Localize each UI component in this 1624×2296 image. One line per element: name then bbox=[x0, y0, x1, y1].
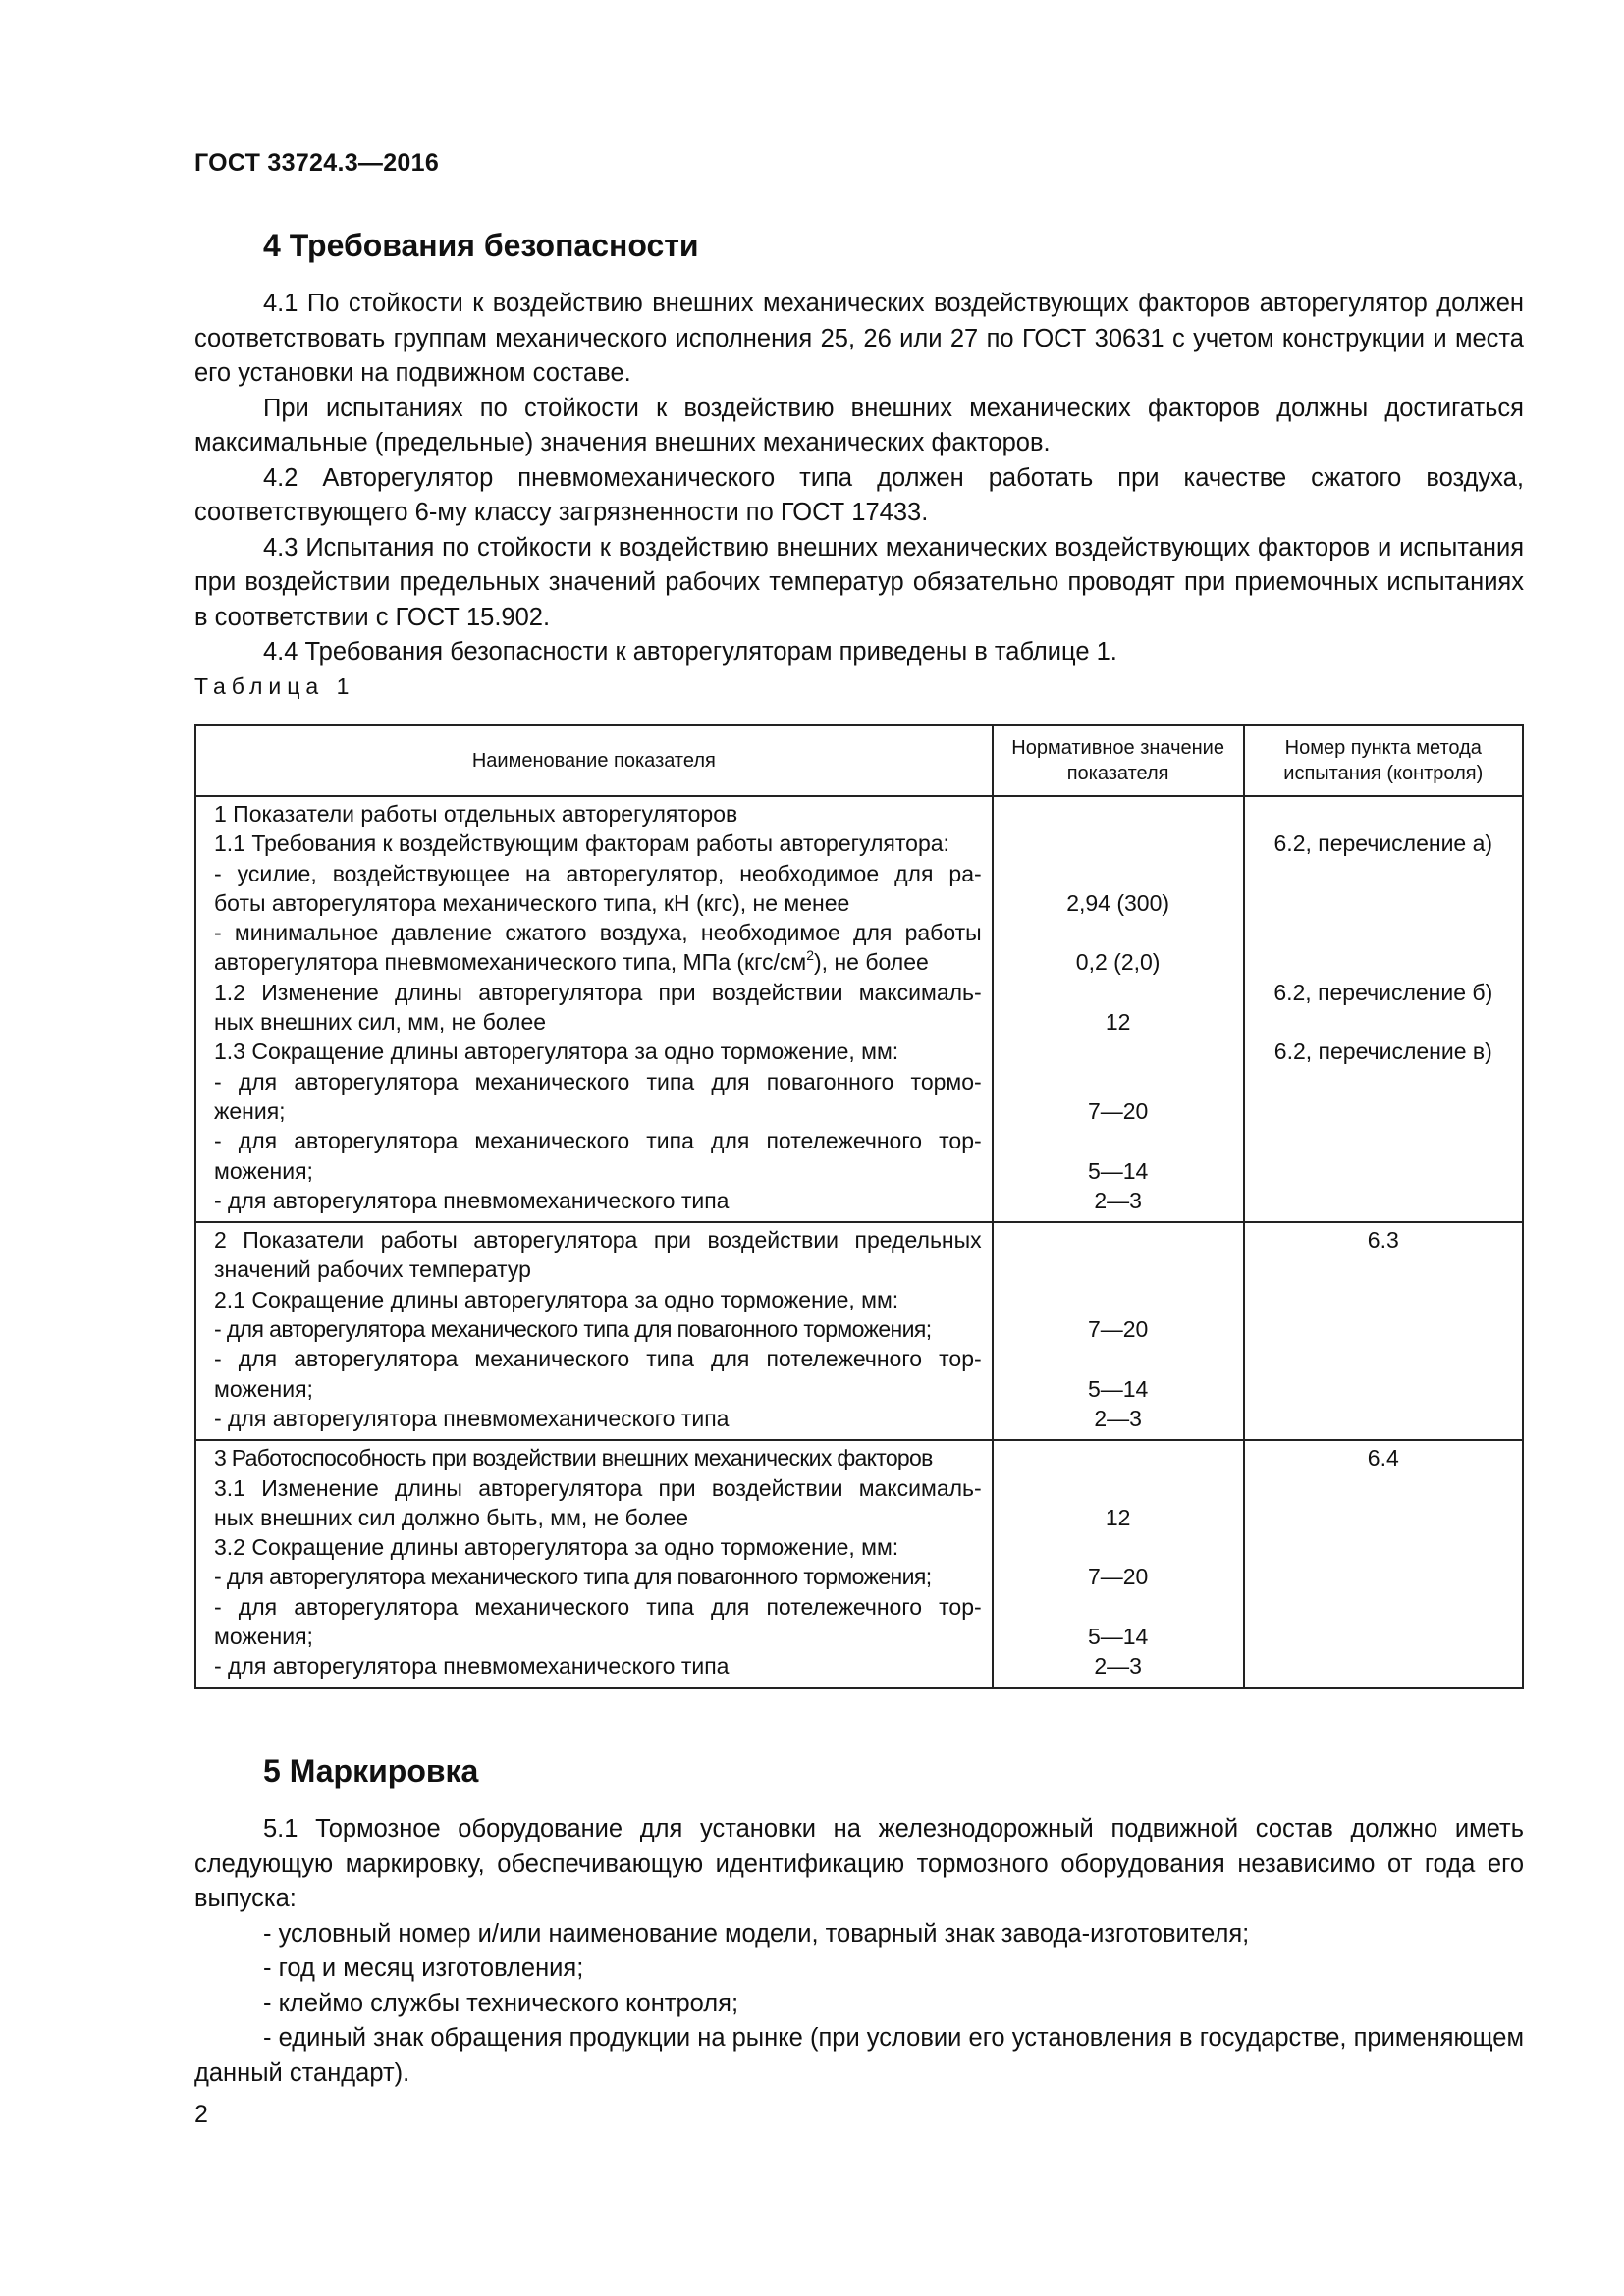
value-line: 5—14 bbox=[1087, 1624, 1149, 1650]
method-line bbox=[1245, 1503, 1522, 1532]
text-line bbox=[214, 947, 982, 977]
text-line: - усилие, воздействующее на авторегулятор, необходимое для ра- bbox=[214, 860, 982, 886]
method-line: 6.2, перечисление б) bbox=[1273, 979, 1493, 1005]
value-line bbox=[994, 1037, 1243, 1066]
value-line bbox=[994, 1532, 1243, 1562]
method-line bbox=[1245, 1285, 1522, 1314]
value-line: 7—20 bbox=[1087, 1564, 1149, 1590]
text-line: 3 Работоспособность при воздействии внешних механических факторов bbox=[214, 1445, 933, 1471]
text-line-main: авторегулятора пневмомеханического типа, МПа (кгс/см bbox=[214, 949, 807, 976]
table-row bbox=[195, 1440, 1523, 1687]
method-line bbox=[1245, 1473, 1522, 1503]
column-header-method-text: Номер пункта метода испытания (контроля) bbox=[1283, 737, 1484, 784]
column-header-value-text: Нормативное значение показателя bbox=[1011, 737, 1224, 784]
method-line bbox=[1245, 1651, 1522, 1681]
text-line: 3.2 Сокращение длины авторегулятора за одно торможение, мм: bbox=[214, 1534, 899, 1561]
method-line bbox=[1245, 1532, 1522, 1562]
method-line bbox=[1245, 1592, 1522, 1622]
text-line: - минимальное давление сжатого воздуха, необходимое для работы bbox=[214, 920, 982, 946]
marking-item: - условный номер и/или наименование модели, товарный знак завода-изготовителя; bbox=[263, 1919, 1250, 1948]
text-line: - для авторегулятора пневмомеханического типа bbox=[214, 1187, 730, 1213]
paragraph-5-1: 5.1 Тормозное оборудование для установки на железнодорожный подвижной состав должно иметь следующую маркировку, обеспечивающую идентификацию тормозного оборудования независимо от года его выпуска: bbox=[194, 1815, 1524, 1912]
text-line: боты авторегулятора механического типа, кН (кгс), не менее bbox=[214, 889, 850, 916]
indicator-cell bbox=[195, 796, 993, 1222]
table-row bbox=[195, 796, 1523, 1222]
text-line-suffix: ), не более bbox=[814, 949, 929, 976]
paragraph-4-3: 4.3 Испытания по стойкости к воздействию внешних механических воздействующих факторов и испытания при воздействии предельных значений рабочих температур обязательно проводят при приемочных испытаниях в соответствии с ГОСТ 15.902. bbox=[194, 533, 1524, 631]
text-line: 1 Показатели работы отдельных авторегуляторов bbox=[214, 801, 738, 827]
table-header-row bbox=[195, 725, 1523, 796]
method-line bbox=[1245, 1186, 1522, 1215]
text-line: ных внешних сил должно быть, мм, не более bbox=[214, 1504, 689, 1530]
value-line bbox=[994, 1592, 1243, 1622]
value-line: 2—3 bbox=[1094, 1187, 1142, 1213]
text-line: - для авторегулятора механического типа для потележечного тор- bbox=[214, 1128, 982, 1154]
column-header-method bbox=[1244, 725, 1523, 796]
value-line: 7—20 bbox=[1087, 1316, 1149, 1343]
value-line bbox=[994, 1473, 1243, 1503]
table-caption: Таблица 1 bbox=[194, 673, 355, 699]
value-line bbox=[994, 1255, 1243, 1284]
value-line: 2—3 bbox=[1094, 1405, 1142, 1431]
method-line bbox=[1245, 947, 1522, 977]
section-4-body bbox=[194, 287, 1524, 670]
value-line bbox=[994, 1344, 1243, 1373]
text-line: 1.1 Требования к воздействующим факторам работы авторегулятора: bbox=[214, 830, 949, 857]
method-line: 6.3 bbox=[1367, 1227, 1399, 1254]
paragraph-4-4: 4.4 Требования безопасности к авторегуляторам приведены в таблице 1. bbox=[263, 638, 1117, 666]
text-line: жения; bbox=[214, 1097, 286, 1124]
value-line bbox=[994, 1225, 1243, 1255]
text-line: 1.3 Сокращение длины авторегулятора за одно торможение, мм: bbox=[214, 1039, 899, 1065]
method-cell bbox=[1244, 1222, 1523, 1440]
method-line: 6.2, перечисление а) bbox=[1273, 830, 1493, 857]
paragraph-4-1: 4.1 По стойкости к воздействию внешних механических воздействующих факторов авторегулятор должен соответствовать группам механического исполнения 25, 26 или 27 по ГОСТ 30631 с учетом конструкции и места его установки на подвижном составе. bbox=[194, 290, 1524, 387]
method-line bbox=[1245, 918, 1522, 947]
indicator-cell bbox=[195, 1222, 993, 1440]
value-cell bbox=[993, 1440, 1244, 1687]
value-cell bbox=[993, 796, 1244, 1222]
text-line: ных внешних сил, мм, не более bbox=[214, 1009, 547, 1036]
value-line: 2—3 bbox=[1094, 1653, 1142, 1680]
method-line bbox=[1245, 1344, 1522, 1373]
value-line bbox=[994, 1443, 1243, 1472]
indicator-cell bbox=[195, 1440, 993, 1687]
marking-item: - год и месяц изготовления; bbox=[263, 1954, 584, 1982]
method-line bbox=[1245, 1374, 1522, 1404]
text-line: 2.1 Сокращение длины авторегулятора за одно торможение, мм: bbox=[214, 1286, 899, 1312]
section-5-body bbox=[194, 1812, 1524, 2091]
text-line: можения; bbox=[214, 1375, 313, 1402]
value-line: 5—14 bbox=[1087, 1157, 1149, 1184]
value-line bbox=[994, 918, 1243, 947]
text-line: - для авторегулятора механического типа для повагонного торможения; bbox=[214, 1564, 932, 1590]
value-line bbox=[994, 1285, 1243, 1314]
value-line bbox=[994, 799, 1243, 828]
superscript-2: 2 bbox=[806, 946, 814, 963]
method-line bbox=[1245, 1314, 1522, 1344]
column-header-indicator: Наименование показателя bbox=[195, 725, 993, 796]
document-header: ГОСТ 33724.3—2016 bbox=[194, 149, 440, 177]
text-line: - для авторегулятора механического типа для повагонного тормо- bbox=[214, 1068, 982, 1095]
table-row bbox=[195, 1222, 1523, 1440]
text-line: - для авторегулятора пневмомеханического типа bbox=[214, 1405, 730, 1431]
value-line bbox=[994, 1067, 1243, 1096]
page-number: 2 bbox=[194, 2101, 208, 2128]
text-line: 2 Показатели работы авторегулятора при воздействии предельных bbox=[214, 1227, 982, 1254]
method-line bbox=[1245, 1126, 1522, 1155]
section-5-heading: 5 Маркировка bbox=[263, 1753, 479, 1789]
requirements-table bbox=[194, 724, 1524, 1689]
method-line bbox=[1245, 1562, 1522, 1591]
method-line: 6.4 bbox=[1367, 1445, 1399, 1471]
value-line: 7—20 bbox=[1087, 1097, 1149, 1124]
text-line: - для авторегулятора механического типа для потележечного тор- bbox=[214, 1593, 982, 1620]
text-line: - для авторегулятора механического типа для потележечного тор- bbox=[214, 1346, 982, 1372]
marking-item: - клеймо службы технического контроля; bbox=[263, 1989, 739, 2017]
text-line: 3.1 Изменение длины авторегулятора при воздействии максималь- bbox=[214, 1474, 982, 1501]
paragraph-4-1-note: При испытаниях по стойкости к воздействию внешних механических факторов должны достигаться максимальные (предельные) значения внешних механических факторов. bbox=[194, 394, 1524, 456]
value-line: 12 bbox=[1105, 1009, 1131, 1036]
text-line: - для авторегулятора пневмомеханического типа bbox=[214, 1653, 730, 1680]
method-line bbox=[1245, 1156, 1522, 1186]
column-header-value bbox=[993, 725, 1244, 796]
table-body bbox=[195, 796, 1523, 1688]
paragraph-4-2: 4.2 Авторегулятор пневмомеханического типа должен работать при качестве сжатого воздуха, соответствующего 6-му классу загрязненности по ГОСТ 17433. bbox=[194, 463, 1524, 526]
text-line: можения; bbox=[214, 1157, 313, 1184]
method-line bbox=[1245, 859, 1522, 888]
value-line: 2,94 (300) bbox=[1066, 889, 1170, 916]
method-line: 6.2, перечисление в) bbox=[1273, 1039, 1492, 1065]
text-line: можения; bbox=[214, 1624, 313, 1650]
method-line bbox=[1245, 1067, 1522, 1096]
text-line: значений рабочих температур bbox=[214, 1256, 531, 1283]
value-line: 0,2 (2,0) bbox=[1075, 949, 1161, 976]
method-cell bbox=[1244, 1440, 1523, 1687]
method-line bbox=[1245, 799, 1522, 828]
value-line bbox=[994, 828, 1243, 858]
section-4-heading: 4 Требования безопасности bbox=[263, 228, 699, 263]
value-line bbox=[994, 1126, 1243, 1155]
value-line: 12 bbox=[1105, 1504, 1131, 1530]
method-line bbox=[1245, 1404, 1522, 1433]
value-line: 5—14 bbox=[1087, 1375, 1149, 1402]
method-cell bbox=[1244, 796, 1523, 1222]
text-line: - для авторегулятора механического типа для повагонного торможения; bbox=[214, 1316, 932, 1343]
method-line bbox=[1245, 888, 1522, 918]
marking-item: - единый знак обращения продукции на рынке (при условии его установления в государстве, применяющем данный стандарт). bbox=[194, 2024, 1524, 2087]
value-line bbox=[994, 859, 1243, 888]
value-line bbox=[994, 978, 1243, 1007]
value-cell bbox=[993, 1222, 1244, 1440]
method-line bbox=[1245, 1096, 1522, 1126]
method-line bbox=[1245, 1255, 1522, 1284]
method-line bbox=[1245, 1622, 1522, 1651]
method-line bbox=[1245, 1007, 1522, 1037]
text-line: 1.2 Изменение длины авторегулятора при воздействии максималь- bbox=[214, 979, 982, 1005]
